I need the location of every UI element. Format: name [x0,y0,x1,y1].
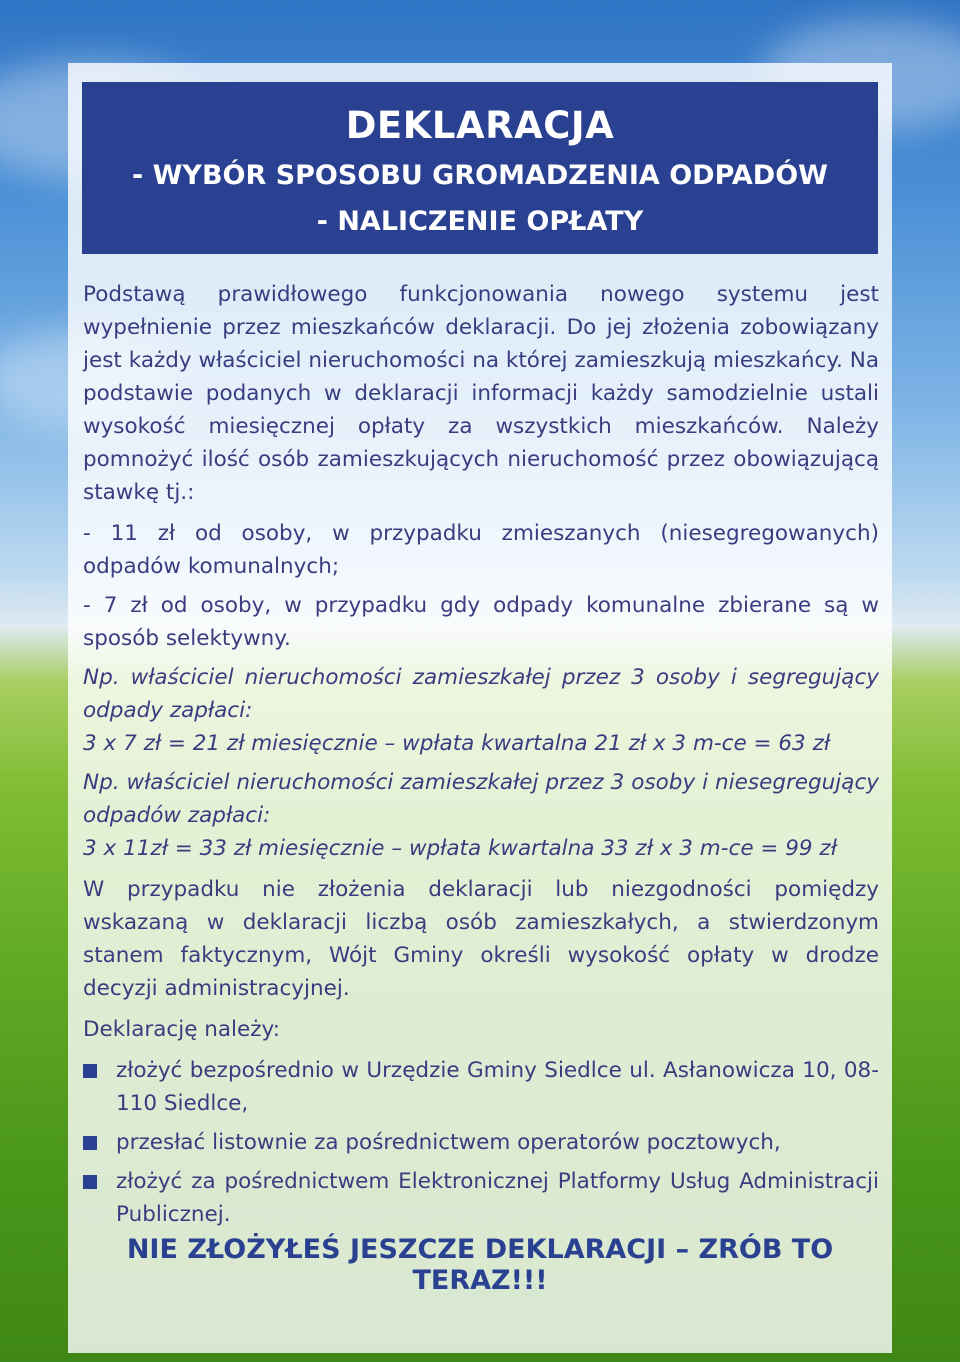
document-body [83,278,879,1237]
example-1-calc: 3 x 7 zł = 21 zł miesięcznie – wpłata kwartalna 21 zł x 3 m-ce = 63 zł [83,731,831,756]
page-subtitle-1: - WYBÓR SPOSOBU GROMADZENIA ODPADÓW [132,160,828,191]
page-title: DEKLARACJA [345,104,615,147]
example-2-text: Np. właściciel nieruchomości zamieszkałej przez 3 osoby i niesegregujący odpadów zapłaci: [83,770,879,828]
intro-paragraph: Podstawą prawidłowego funkcjonowania nowego systemu jest wypełnienie przez mieszkańców deklaracji. Do jej złożenia zobowiązany jest każdy właściciel nieruchomości na której zamieszkują mieszkańcy. Na podstawie podanych w deklaracji informacji każdy samodzielnie ustali wysokość miesięcznej opłaty za wszystkich mieszkańców. Należy pomnożyć ilość osób zamieszkujących nieruchomość przez obowiązującą stawkę tj.: [83,282,879,505]
example-2-calc: 3 x 11zł = 33 zł miesięcznie – wpłata kwartalna 33 zł x 3 m-ce = 99 zł [83,836,837,861]
example-1-text: Np. właściciel nieruchomości zamieszkałej przez 3 osoby i segregujący odpady zapłaci: [83,665,879,723]
square-bullet-icon [83,1136,97,1150]
call-to-action: NIE ZŁOŻYŁEŚ JESZCZE DEKLARACJI – ZRÓB TO TERAZ!!! [126,1234,834,1296]
rate-mixed: - 11 zł od osoby, w przypadku zmieszanych (niesegregowanych) odpadów komunalnych; [83,521,879,579]
square-bullet-icon [83,1064,97,1078]
list-item-text: przesłać listownie za pośrednictwem operatorów pocztowych, [116,1130,781,1155]
header-banner [82,82,878,254]
notice-paragraph: W przypadku nie złożenia deklaracji lub niezgodności pomiędzy wskazaną w deklaracji liczbą osób zamieszkałych, a stwierdzonym stanem faktycznym, Wójt Gminy określi wysokość opłaty w drodze decyzji administracyjnej. [83,877,879,1001]
list-item [83,1126,879,1159]
list-item-text: złożyć za pośrednictwem Elektronicznej Platformy Usług Administracji Publicznej. [116,1169,879,1227]
square-bullet-icon [83,1175,97,1189]
rate-selective: - 7 zł od osoby, w przypadku gdy odpady komunalne zbierane są w sposób selektywny. [83,593,879,651]
list-item [83,1165,879,1231]
list-item-text: złożyć bezpośrednio w Urzędzie Gminy Siedlce ul. Asłanowicza 10, 08-110 Siedlce, [116,1058,879,1116]
list-item [83,1054,879,1120]
submit-heading: Deklarację należy: [83,1017,280,1042]
submit-options-list [83,1054,879,1231]
page-subtitle-2: - NALICZENIE OPŁATY [316,206,644,237]
